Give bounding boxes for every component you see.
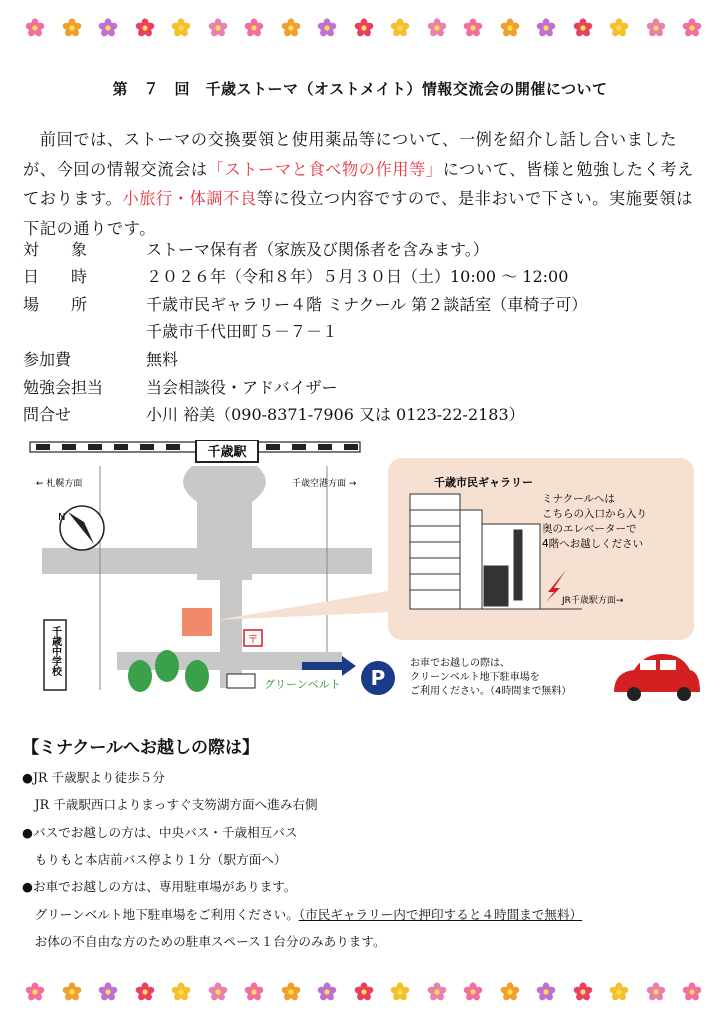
parking-entrance: [227, 674, 255, 688]
detail-value: 無料: [146, 350, 179, 369]
intro-text-3: 等に役立つ内容ですので、是非おいで下さい。実施要領は下記の通りです。: [23, 189, 693, 238]
flower-icon: [646, 982, 666, 1002]
access-line-accessible: お体の不自由な方のための駐車スペース１台分のみあります。: [22, 934, 386, 949]
detail-label: 勉強会担当: [23, 378, 104, 397]
flower-icon: [573, 18, 593, 38]
flower-icon: [281, 18, 301, 38]
gallery-note-4: 4階へお越しください: [542, 538, 644, 550]
detail-value: 千歳市民ギャラリー４階 ミナクール 第２談話室（車椅子可）: [146, 295, 588, 314]
page-title: 第 ７ 回 千歳ストーマ（オストメイト）情報交流会の開催について: [112, 80, 608, 98]
flower-icon: [536, 18, 556, 38]
gallery-building-marker: [182, 608, 212, 636]
flower-icon: [62, 18, 82, 38]
flower-icon: [208, 18, 228, 38]
intro-paragraph: [23, 125, 703, 243]
access-line-bus-detail: もりもと本店前バス停より１分（駅方面へ）: [22, 852, 287, 867]
access-section: [22, 733, 702, 953]
flower-icon: [390, 982, 410, 1002]
flower-icon: [682, 18, 702, 38]
flower-icon: [25, 982, 45, 1002]
flower-icon: [98, 18, 118, 38]
station-label: 千歳駅: [207, 445, 247, 460]
flower-icon: [463, 18, 483, 38]
callout-pointer: [217, 590, 394, 620]
intro-highlight-1: 「ストーマと食べ物の作用等」: [207, 159, 443, 179]
flower-icon: [536, 982, 556, 1002]
flower-icon: [427, 982, 447, 1002]
parking-free-note: （市民ギャラリー内で押印すると４時間まで無料）: [298, 907, 583, 922]
flower-icon: [390, 18, 410, 38]
intro-text-1: 前回では、ストーマの交換要領と使用薬品等について、一例を紹介し話し合いましたが、今回の情報交流会は: [23, 130, 678, 179]
parking-note-3: ご利用ください。（4時間まで無料）: [410, 686, 572, 697]
flower-icon: [244, 982, 264, 1002]
parking-note-2: クリーンベルト地下駐車場を: [410, 672, 540, 683]
detail-value: 千歳市千代田町５－７－１: [146, 322, 339, 341]
flower-icon: [500, 982, 520, 1002]
flower-icon: [317, 18, 337, 38]
flower-icon: [281, 982, 301, 1002]
detail-value: ２０２６年（令和８年）５月３０日（土）10:00 ～ 12:00: [146, 267, 569, 286]
access-map: [22, 440, 702, 720]
flower-icon: [609, 18, 629, 38]
flower-icon: [427, 18, 447, 38]
detail-label: 対 象: [23, 240, 88, 259]
access-line-parking: [22, 904, 582, 923]
gallery-note-2: こちらの入口から入り: [542, 508, 647, 520]
flower-icon: [171, 18, 191, 38]
gallery-name: 千歳市民ギャラリー: [434, 476, 533, 489]
flower-icon: [208, 982, 228, 1002]
car-icon: [614, 654, 700, 701]
access-line-car: ●お車でお越しの方は、専用駐車場があります。: [22, 879, 297, 894]
access-line-train-detail: JR 千歳駅西口よりまっすぐ支笏湖方面へ進み右側: [22, 797, 318, 812]
intro-highlight-2: 小旅行・体調不良: [122, 189, 257, 208]
detail-label: 場 所: [23, 295, 88, 314]
post-office-symbol: 〒: [247, 633, 259, 646]
detail-label: 問合せ: [23, 405, 72, 424]
north-label: N: [58, 512, 66, 523]
detail-value: 小川 裕美（090-8371-7906 又は 0123-22-2183）: [146, 405, 525, 424]
direction-airport: 千歳空港方面 →: [292, 479, 357, 489]
flower-icon: [317, 982, 337, 1002]
flower-icon: [135, 982, 155, 1002]
detail-value: ストーマ保有者（家族及び関係者を含みます。）: [146, 240, 489, 259]
detail-value: 当会相談役・アドバイザー: [146, 378, 338, 397]
cross-road: [42, 548, 372, 574]
gallery-note-3: 奥のエレベーターで: [542, 523, 637, 535]
flower-icon: [682, 982, 702, 1002]
access-heading: 【ミナクールへお越しの際は】: [22, 738, 259, 758]
flower-icon: [609, 982, 629, 1002]
access-line-bus: ●バスでお越しの方は、中央バス・千歳相互バス: [22, 825, 298, 840]
intro-text-2: について、皆様と勉強したく考えております。: [23, 159, 694, 208]
flower-icon: [573, 982, 593, 1002]
top-flower-border: [0, 18, 720, 48]
flower-icon: [646, 18, 666, 38]
flower-icon: [500, 18, 520, 38]
school-label: 千歳中学校: [49, 626, 61, 676]
parking-text: グリーンベルト地下駐車場をご利用ください。: [22, 907, 299, 922]
parking-note-1: お車でお越しの際は、: [410, 658, 510, 669]
flower-icon: [135, 18, 155, 38]
detail-label: 日 時: [23, 267, 88, 286]
access-line-train: ●JR 千歳駅より徒歩５分: [22, 770, 165, 785]
flower-icon: [244, 18, 264, 38]
flower-icon: [171, 982, 191, 1002]
direction-sapporo: ← 札幌方面: [36, 479, 83, 489]
flower-icon: [463, 982, 483, 1002]
bottom-flower-border: [0, 982, 720, 1012]
greenbelt-label: グリーンベルト: [264, 678, 341, 691]
parking-symbol: P: [370, 666, 386, 690]
flower-icon: [98, 982, 118, 1002]
jr-direction: JR千歳駅方面→: [562, 596, 624, 606]
flower-icon: [62, 982, 82, 1002]
detail-label: 参加費: [23, 350, 72, 369]
flower-icon: [354, 982, 374, 1002]
gallery-note-1: ミナクールへは: [542, 493, 615, 505]
flower-icon: [354, 18, 374, 38]
event-details: [23, 237, 703, 432]
flower-icon: [25, 18, 45, 38]
